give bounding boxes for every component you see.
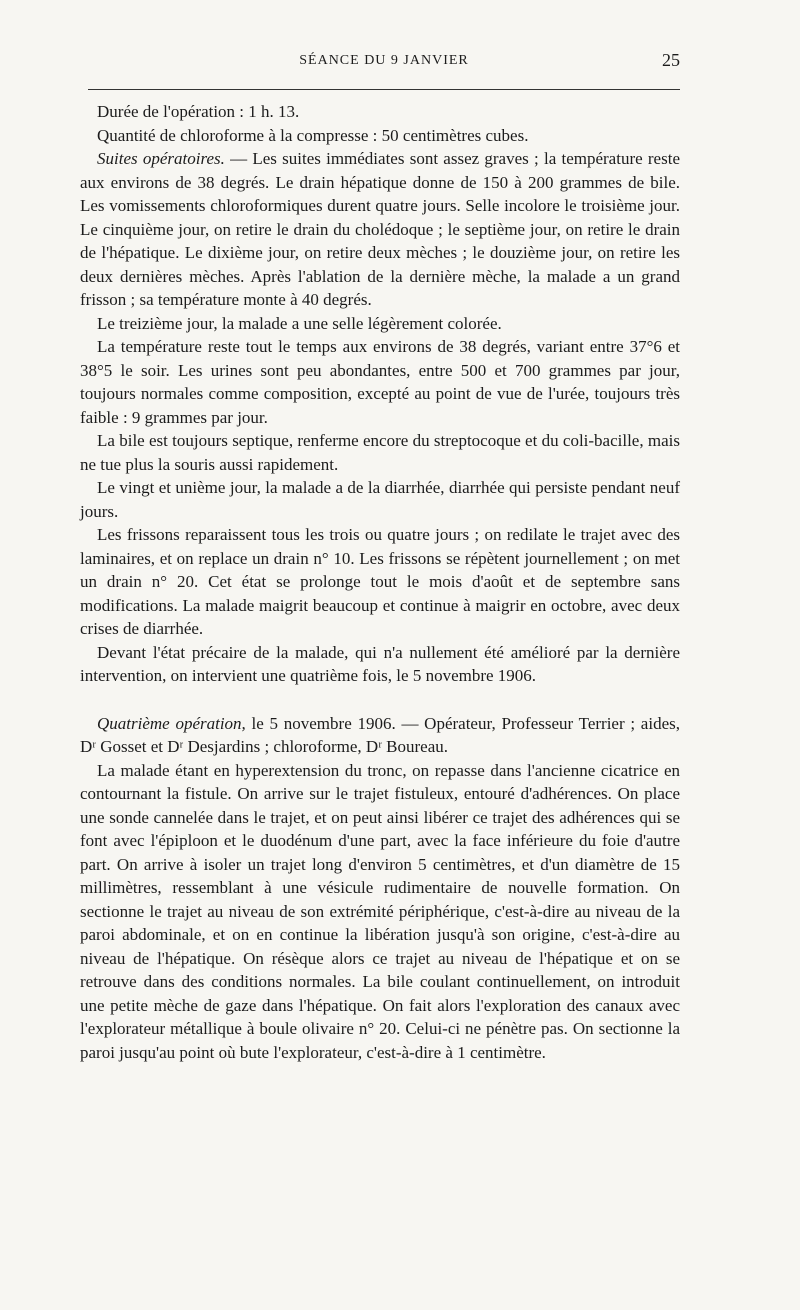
paragraph-text: Devant l'état précaire de la malade, qui n'a nullement été amélioré par la dernière intervention, on intervient une quatrième fois, le 5 novembre 1906. — [80, 642, 680, 685]
running-title: SÉANCE DU 9 JANVIER — [299, 53, 469, 68]
paragraph — [80, 523, 680, 641]
paragraph — [80, 335, 680, 429]
paragraph-text: Durée de l'opération : 1 h. 13. — [97, 102, 300, 121]
paragraph-text: le 5 novembre 1906. — Opérateur, Professeur Terrier ; aides, Dʳ Gosset et Dʳ Desjardins ; chloroforme, Dʳ Boureau. — [80, 713, 680, 756]
paragraph-text: — Les suites immédiates sont assez graves ; la température reste aux environs de 38 degrés. Le drain hépatique donne de 150 à 200 grammes de bile. Les vomissements chloroformiques durent quatre jours. Selle incolore le troisième jour. Le cinquième jour, on retire le drain du cholédoque ; le septième jour, on retire le drain de l'hépatique. Le dixième jour, on retire deux mèches ; le douzième jour, on retire les deux dernières mèches. Après l'ablation de la dernière mèche, la malade a un grand frisson ; sa température monte à 40 degrés. — [80, 149, 680, 309]
paragraph-text: Le treizième jour, la malade a une selle légèrement colorée. — [97, 313, 502, 333]
paragraph — [80, 476, 680, 523]
paragraph — [80, 100, 680, 124]
paragraph — [80, 641, 680, 688]
body-text — [80, 100, 680, 1064]
paragraph-text: La malade étant en hyperextension du tronc, on repasse dans l'ancienne cicatrice en contournant la fistule. On arrive sur le trajet fistuleux, entouré d'adhérences. On place une sonde cannelée dans le trajet, et on peut ainsi libérer ce trajet des adhérences qui se font avec l'épiploon et le duodénum d'une part, avec la face inférieure du foie d'autre part. On arrive à isoler un trajet long d'environ 5 centimètres, et d'un diamètre de 15 millimètres, ressemblant à une vésicule rudimentaire de nouvelle formation. On sectionne le trajet au niveau de son extrémité périphérique, c'est-à-dire au niveau de la paroi abdominale, et on en continue la libération jusqu'à son origine, c'est-à-dire au niveau de l'hépatique. On résèque alors ce trajet au niveau de l'hépatique et on se retrouve dans des conditions normales. La bile coulant continuellement, on introduit une petite mèche de gaze dans l'hépatique. On fait alors l'exploration des canaux avec l'explorateur métallique à boule olivaire n° 20. Celui-ci ne pénètre pas. On sectionne la paroi jusqu'au point où bute l'explorateur, c'est-à-dire à 1 centimètre. — [80, 760, 680, 1062]
paragraph-text: La bile est toujours septique, renferme encore du streptocoque et du coli-bacille, mais ne tue plus la souris aussi rapidement. — [80, 431, 680, 474]
paragraph-text: Quantité de chloroforme à la compresse : 50 centimètres cubes. — [97, 125, 529, 145]
paragraph — [80, 124, 680, 148]
section-heading-paragraph — [80, 712, 680, 759]
section-heading-italic: Quatrième opération, — [97, 713, 246, 733]
header-rule — [88, 89, 680, 90]
paragraph-text: La température reste tout le temps aux environs de 38 degrés, variant entre 37°6 et 38°5 le soir. Les urines sont peu abondantes, entre 500 et 700 grammes par jour, toujours normales comme composition, excepté au point de vue de l'urée, toujours très faible : 9 grammes par jour. — [80, 337, 680, 427]
paragraph-italic-lead: Suites opératoires. — [97, 149, 225, 168]
paragraph — [80, 147, 680, 312]
paragraph — [80, 429, 680, 476]
paragraph-text: Les frissons reparaissent tous les trois ou quatre jours ; on redilate le trajet avec des laminaires, et on replace un drain n° 10. Les frissons se répètent journellement ; on met un drain n° 20. Cet état se prolonge tout le mois d'août et de septembre sans modifications. La malade maigrit beaucoup et continue à maigrir en octobre, avec deux crises de diarrhée. — [80, 525, 680, 638]
paragraph — [80, 759, 680, 1065]
paragraph — [80, 312, 680, 336]
page-number: 25 — [662, 50, 680, 70]
running-head — [88, 50, 680, 72]
paragraph-text: Le vingt et unième jour, la malade a de la diarrhée, diarrhée qui persiste pendant neuf jours. — [80, 478, 680, 521]
